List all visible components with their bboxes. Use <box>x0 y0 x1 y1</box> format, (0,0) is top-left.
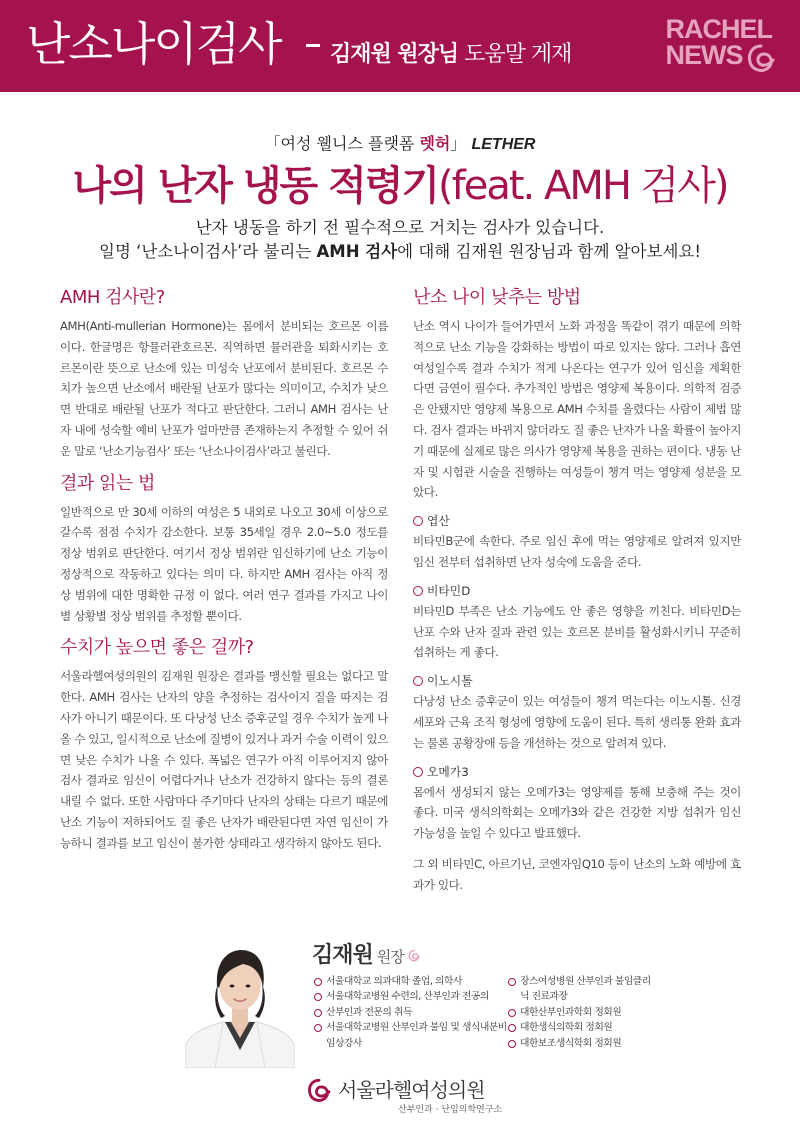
section-title-results: 결과 읽는 법 <box>60 472 155 494</box>
closing-paragraph: 그 외 비타민C, 아르기닌, 코엔자임Q10 등이 난소의 노화 예방에 효과가 있다. <box>413 856 741 892</box>
circle-bullet-icon <box>508 978 516 986</box>
right-column <box>413 286 741 896</box>
supplement-name: 오메가3 <box>427 764 469 779</box>
supplement-desc: 비타민B군에 속한다. 주로 임신 후에 먹는 영양제로 알려져 있지만 임신 전부터 섭취하면 난자 성숙에 도움을 준다. <box>413 534 741 569</box>
supplement-name: 비타민D <box>427 583 471 598</box>
header-title: 난소나이검사 <box>26 17 281 71</box>
platform-prefix: 「여성 웰니스 플랫폼 <box>264 134 420 153</box>
clinic-name: 서울라헬여성의원 <box>338 1078 485 1102</box>
credential-item <box>508 1020 658 1035</box>
left-column <box>60 286 388 854</box>
clinic-logo-icon <box>305 1077 333 1105</box>
circle-bullet-icon <box>314 993 322 1001</box>
credential-text: 대한보조생식학회 정회원 <box>520 1037 622 1049</box>
circle-bullet-icon <box>413 516 423 526</box>
header-dash <box>306 44 320 47</box>
intro-line2-b: 에 대해 김재원 원장님과 함께 알아보세요! <box>397 242 701 261</box>
section-body-amh: AMH(Anti-mullerian Hormone)는 몸에서 분비되는 호르몬 이름이다. 한글명은 항뮬러관호르몬. 직역하면 뮬러관을 퇴화시키는 호르몬이란 뜻으로 난소에 있는 미성숙 난포에서 분비된다. 호르몬 수치가 높으면 난소에서 배란될 난포가 많다는 의미이고, 수치가 낮으면 반대로 배란될 난포가 적다고 판단한다. 그러니 AMH 검사는 난자 내에 성숙할 예비 난포가 얼마만큼 존재하는지 추정할 수 있어 쉬운 말로 ‘난소기능검사’ 또는 ‘난소나이검사’라고 불린다. <box>60 319 388 458</box>
doctor-name-text: 김재원 <box>312 943 373 968</box>
supplement-name: 이노시톨 <box>427 674 473 689</box>
main-title-feat: (feat. AMH 검사) <box>438 163 728 209</box>
platform-suffix: 」 <box>450 134 467 153</box>
credential-item <box>508 1005 658 1020</box>
header-subtitle-bold: 김재원 원장님 <box>330 42 459 67</box>
main-title-text: 나의 난자 냉동 적령기 <box>72 163 439 209</box>
lether-logo: LETHER <box>471 136 536 153</box>
circle-bullet-icon <box>314 978 322 986</box>
header-banner <box>0 0 800 92</box>
header-subtitle-rest: 도움말 게재 <box>458 42 572 67</box>
intro-line1: 난자 냉동을 하기 전 필수적으로 거치는 검사가 있습니다. <box>195 218 605 237</box>
circle-bullet-icon <box>508 1040 516 1048</box>
credential-text: 산부인과 전문의 취득 <box>326 1006 412 1018</box>
credential-item <box>508 974 658 1005</box>
credential-text: 대한생식의학회 정회원 <box>520 1022 613 1034</box>
supplement-desc: 다낭성 난소 증후군이 있는 여성들이 챙겨 먹는다는 이노시톨. 신경 세포와 근육 조직 형성에 영향에 도움이 된다. 특히 생리통 완화 효과는 물론 공황장애 등을 개선하는 것으로 알려져 있다. <box>413 694 741 750</box>
main-title <box>0 156 800 216</box>
credential-item <box>314 1005 514 1020</box>
clinic-subtitle: 산부인과 · 난임의학연구소 <box>398 1105 503 1115</box>
circle-bullet-icon <box>413 586 423 596</box>
supplement-desc: 비타민D 부족은 난소 기능에도 안 좋은 영향을 끼친다. 비타민D는 난포 수와 난자 질과 관련 있는 호르몬 분비를 활성화시키니 꾸준히 섭취하는 게 좋다. <box>413 603 741 660</box>
supplement-item-inositol <box>413 671 741 691</box>
intro-line2-bold: AMH 검사 <box>316 242 398 261</box>
circle-bullet-icon <box>508 1009 516 1017</box>
circle-bullet-icon <box>314 1024 322 1032</box>
credential-text: 장스여성병원 산부인과 불임클리닉 진료과장 <box>520 976 651 1003</box>
section-title-high-value: 수치가 높으면 좋은 걸까? <box>60 637 254 659</box>
platform-name: 렛허 <box>419 134 451 153</box>
section-title-amh: AMH 검사란? <box>60 287 165 308</box>
credential-text: 서울대학교 의과대학 졸업, 의학사 <box>326 976 462 987</box>
doctor-name <box>312 938 421 969</box>
header-subtitle <box>330 40 571 70</box>
credential-item <box>508 1036 658 1051</box>
brand-line1: RACHEL <box>665 14 772 44</box>
supplement-name: 엽산 <box>427 514 450 529</box>
doctor-role: 원장 <box>376 948 404 966</box>
circle-bullet-icon <box>314 1009 322 1017</box>
intro-line2-a: 일명 ‘난소나이검사’라 불리는 <box>99 242 317 261</box>
circle-bullet-icon <box>413 767 423 777</box>
credentials-right <box>508 974 658 1051</box>
doctor-portrait <box>185 928 295 1068</box>
section-body-high-value: 서울라헬여성의원의 김재원 원장은 결과를 맹신할 필요는 없다고 말한다. AMH 검사는 난자의 양을 추정하는 검사이지 질을 따지는 검사가 아니기 때문이다. 또 다낭성 난소 증후군일 경우 수치가 높게 나올 수 있고, 일시적으로 난소에 질병이 있거나 과거 수술 이력이 있으면 낮은 수치가 나올 수 있다. 폭넓은 연구가 아직 이루어지지 않아 검사 결과로 임신이 어렵다거나 난소가 건강하지 않다는 등의 결론 내릴 수 없다. 또한 사람마다 주기마다 난자의 상태는 다르기 때문에 난소 기능이 저하되어도 질 좋은 난자가 배란된다면 자연 임신이 가능하니 결과를 보고 임신이 불가한 상태라고 생각하지 않아도 된다. <box>60 669 388 850</box>
credential-item <box>314 974 514 989</box>
credential-text: 대한산부인과학회 정회원 <box>520 1006 622 1018</box>
supplement-desc: 몸에서 생성되지 않는 오메가3는 영양제를 통해 보충해 주는 것이 좋다. 미국 생식의학회는 오메가3와 같은 건강한 지방 섭취가 임신 가능성을 높일 수 있다고 발표했다. <box>413 784 741 841</box>
rachel-mini-logo-icon <box>407 949 421 963</box>
intro-line2 <box>0 240 800 264</box>
brand-line2: NEWS <box>665 40 743 70</box>
platform-line <box>0 131 800 154</box>
credential-item <box>314 1020 514 1051</box>
intro <box>0 216 800 264</box>
circle-bullet-icon <box>508 1024 516 1032</box>
circle-bullet-icon <box>413 676 423 686</box>
supplement-item-vitamin-d <box>413 581 741 601</box>
section-body-lower-age: 난소 역시 나이가 들어가면서 노화 과정을 똑같이 겪기 때문에 의학적으로 난소 기능을 강화하는 방법이 따로 있지는 않다. 그러나 흡연 여성일수록 결과 수치가 적게 나온다는 연구가 있어 임신을 계획한다면 금연이 필수다. 추가적인 방법은 영양제 복용이다. 의학적 검증은 안됐지만 영양제 복용으로 AMH 수치를 올렸다는 사람이 제법 많다. 검사 결과는 바뀌지 않더라도 질 좋은 난자가 나올 확률이 높아지기 때문에 실제로 많은 의사가 영양제 복용을 권하는 편이다. 냉동 난자 및 시험관 시술을 진행하는 여성들이 챙겨 먹는 영양제 성분을 모았다. <box>413 319 741 500</box>
section-title-lower-age: 난소 나이 낮추는 방법 <box>413 287 581 308</box>
credential-text: 서울대학교병원 산부인과 불임 및 생식내분비 임상강사 <box>326 1022 507 1049</box>
rachel-logo-icon <box>744 42 778 76</box>
credentials-left <box>314 974 514 1051</box>
supplement-item-omega3 <box>413 762 741 782</box>
credential-text: 서울대학교병원 수련의, 산부인과 전공의 <box>326 991 489 1003</box>
section-body-results: 일반적으로 만 30세 이하의 여성은 5 내외로 나오고 30세 이상으로 갈수록 점점 수치가 감소한다. 보통 35세일 경우 2.0~5.0 정도를 정상 범위로 판단한다. 여기서 정상 범위란 임신하기에 난소 기능이 정상적으로 작동하고 있다는 의미 다. 하지만 AMH 검사는 아직 정상 범위에 대한 명확한 규정 이 없다. 여러 연구 결과를 가지고 나이별 상황별 정상 범위를 추정할 뿐이다. <box>60 504 388 623</box>
supplement-item-folic <box>413 511 741 531</box>
credential-item <box>314 989 514 1004</box>
